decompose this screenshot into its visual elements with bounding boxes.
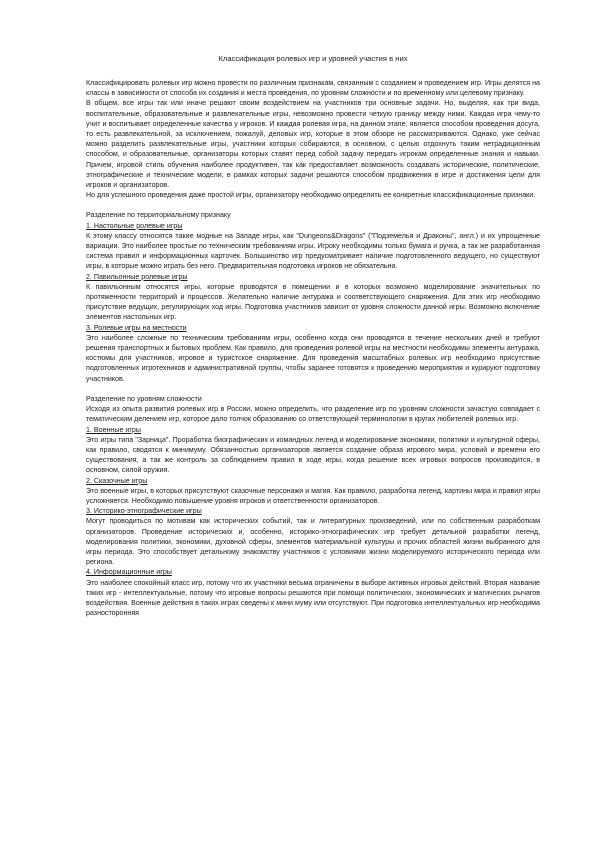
section-intro: Исходя из опыта развития ролевых игр в России, можно определить, что разделение игр по уровням сложности зачастую совпадает с тематическим делением игр, которое дало толчок образованию со ответствующей терминологии в кругах любителей ролевых игр.	[86, 405, 540, 424]
subsection-title: 1. Настольные ролевые игры	[86, 221, 183, 230]
subsection-title: 3. Ролевые игры на местности	[86, 323, 187, 332]
subsection-text: Это игры типа "Зарница". Проработка биографических и командных легенд и моделирование экономики, политики и культурной сферы, как правило, сводятся к минимуму. Обязанностью организаторов является создание образа игрового мира, условий и времени его существования, а так же контроль за соблюдением правил в ходе игры, когда решение всех игровых вопросов производится, в основном, силой оружия.	[86, 435, 540, 475]
document-title: Классификация ролевых игр и уровней участия в них	[218, 54, 408, 63]
intro-paragraph: Классифицировать ролевых игр можно провести по различным признакам, связанным с созданием и проведением игр. Игры делятся на классы в зависимости от способа их создания и места проведения, по уровням сложности и по временному или целевому признаку.	[86, 79, 540, 98]
subsection-text: К павильонным относятся игры, которые проводятся в помещении и в которых возможно моделирование значительных по протяженности территорий и процессов. Желательно наличие антуража и соответствующего снаряжения. Для этих игр необходимо присутствие ведущих, регулирующих ход игры. Подготовка участников зависит от уровня сложности данной игры. Возможно включение элементов настольных игр.	[86, 282, 540, 322]
subsection-title: 3. Историко-этнографические игры	[86, 507, 202, 516]
intro-paragraph: Но для успешного проведения даже простой игры, организатору необходимо определить ее конкретные классификационные признаки.	[86, 191, 536, 200]
subsection-text: Это наиболее сложные по техническим требованиям игры, особенно когда они проводятся в течение нескольких дней и требуют решения транспортных и бытовых проблем. Как правило, для проведения ролевой игры на местности необходимы элементы антуража, костюмы для участников, игровое и туристское снаряжение. Для проведения масштабных ролевых игр необходимо присутствие подготовленных игротехников и административной группы, чтобы заранее готовятся к проведению мероприятия и курируют подготовку участников.	[86, 333, 540, 383]
subsection-title: 2. Павильонные ролевые игры	[86, 272, 188, 281]
section-heading: Разделение по территориальному признаку	[86, 211, 231, 220]
subsection-text: Могут проводиться по мотивам как исторических событий, так и литературных произведений, или по собственным разработкам организаторов. Проведение исторических и, особенно, историко-этнографических игр требует детальной разработки легенд, моделирования политики, экономики, духовной сферы, элементов материальной культуры и прочих областей жизни выбранного для игры периода. Это способствует детальному знакомству участников с условиями жизни моделируемого исторического периода или региона.	[86, 517, 540, 567]
intro-paragraph: В общем, все игры так или иначе решают своим воздействием на участников три основные задачи. Но, выделяя, как три вида, воспитательные, образовательные и развлекательные игры, невозможно провести четкую границу между ними. Каждая игра чему-то учит и воспитывает определенные качества у игроков. И каждая ролевая игра, на данном этапе, является способом проведения досуга, то есть развлекательной, за исключением, пожалуй, деловых игр, которые в этом обзоре не рассматриваются. Однако, уже сейчас можно разделить развлекательные игры, участники которых собираются, в основном, с целью отдохнуть таким нетрадиционным способом, и образовательные, организаторы которых ставят перед собой задачу передать игрокам определенные знания и навыки. Причем, игровой стиль обучения наиболее продуктивен, так как предоставляет возможность создавать исторические, политические, этнографические и технические модели, в рамках которых задачи решаются способом продвижения в игре и достижения цели для игроков и организаторов.	[86, 99, 540, 190]
subsection-text: Это военные игры, в которых присутствуют сказочные персонажи и магия. Как правило, разработка легенд, картины мира и правил игры усложняется. Необходимо повышение уровня игроков и ответственности организаторов.	[86, 486, 540, 505]
subsection-title: 4. Информационные игры	[86, 568, 172, 577]
section-heading: Разделение по уровням сложности	[86, 394, 202, 403]
subsection-title: 1. Военные игры	[86, 425, 141, 434]
subsection-text: Это наиболее спокойный класс игр, потому что их участники весьма ограничены в выборе активных игровых действий. Вторая название таких игр - интеллектуальные, потому что игровые вопросы решаются при помощи политических, экономических и магических рычагов воздействия. Военные действия в таких играх сведены к мини муму или отсутствуют. При подготовка интеллектуальных игр необходима разносторонняя	[86, 578, 540, 618]
subsection-title: 2. Сказочные игры	[86, 476, 148, 485]
subsection-text: К этому классу относятся такие модные на Западе игры, как "Dungeons&Dragons" ("Подземелья и Драконы", англ.) и их упрощенные вариации. Это наиболее простые по техническим требованиям игры. Игроку необходимы только бумага и ручка, а так же разработанная система правил и информационных карточек. Большинство игр предусматривает наличие подготовленного ведущего, но существуют игры, в которые можно играть без него. Предварительная подготовка игроков не обязательна.	[86, 231, 540, 271]
